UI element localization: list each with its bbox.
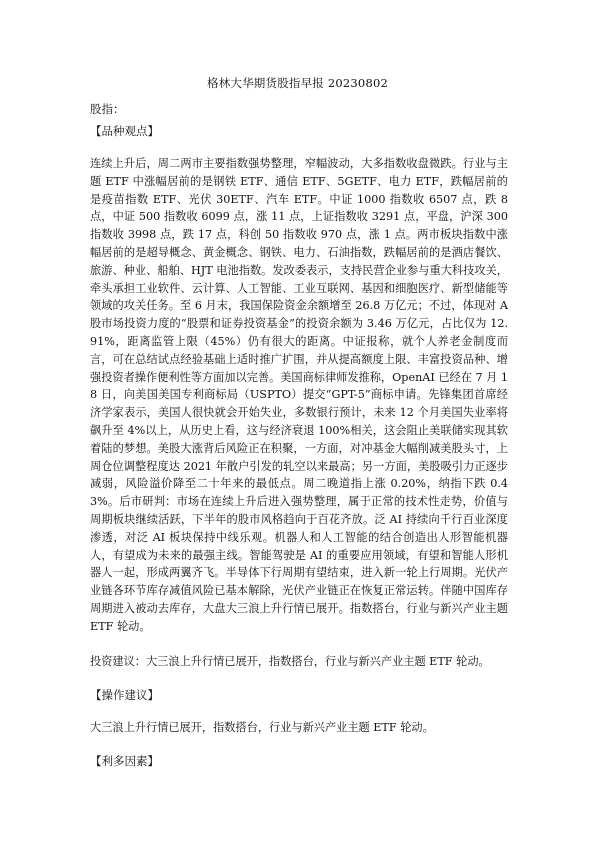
- operation-text: 大三浪上升行情已展开，指数搭台，行业与新兴产业主题 ETF 轮动。: [90, 721, 434, 734]
- heading-operation: 【操作建议】: [90, 688, 159, 702]
- heading-bullish-factors: 【利多因素】: [90, 754, 159, 768]
- heading-varieties: 【品种观点】: [90, 124, 159, 138]
- report-title: 格林大华期货股指早报 20230802: [207, 76, 388, 90]
- investment-advice: 投资建议：大三浪上升行情已展开，指数搭台，行业与新兴产业主题 ETF 轮动。: [90, 655, 490, 668]
- main-paragraph: 连续上升后，周二两市主要指数强势整理，窄幅波动，大多指数收盘微跌。行业与主题 ETF 中涨幅居前的是钢铁 ETF、通信 ETF、5GETF、电力 ETF，跌幅居前的是疫苗指数 ETF、光伏 30ETF、汽车 ETF。中证 1000 指数收 6507 点，跌 8 点，中证 500 指数收 6099 点，涨 11 点，上证指数收 3291 点，平盘，沪深 300 指数收 3998 点，跌 17 点，科创 50 指数收 970 点，涨 1 点。两市板块指数中涨幅居前的是超导概念、黄金概念、钢铁、电力、石油指数，跌幅居前的是酒店餐饮、旅游、种业、船舶、HJT 电池指数。发改委表示，支持民营企业参与重大科技攻关，牵头承担工业软件、云计算、人工智能、工业互联网、基因和细胞医疗、新型储能等领域的攻关任务。至 6 月末，我国保险资金余额增至 26.8 万亿元；不过，体现对 A 股市场投资力度的“股票和证券投资基金”的投资余额为 3.46 万亿元，占比仅为 12.91%，距离监管上限（45%）仍有很大的距离。中证报称，就个人养老金制度而言，可在总结试点经验基础上适时推广扩围，并从提高额度上限、丰富投资品种、增强投资者操作便利性等方面加以完善。美国商标律师发推称，OpenAI 已经在 7 月 18 日，向美国美国专利商标局（USPTO）提交“GPT-5”商标申请。先锋集团首席经济学家表示，美国人很快就会开始失业，多数银行预计，未来 12 个月美国失业率将飙升至 4%以上，从历史上看，这与经济衰退 100%相关，这会阻止美联储实现其软着陆的梦想。美股大涨背后风险正在积聚，一方面，对冲基金大幅削减美股头寸，上周仓位调整程度达 2021 年散户引发的轧空以来最高；另一方面，美股吸引力正逐步减弱，风险溢价降至二十年来的最低点。周二晚道指上涨 0.20%，纳指下跌 0.43%。后市研判：市场在连续上升后进入强势整理，属于正常的技术性走势，价值与周期板块继续活跃，下半年的股市风格趋向于百花齐放。泛 AI 持续向千行百业深度渗透，对泛 AI 板块保持中线乐观。机器人和人工智能的结合创造出人形智能机器人，有望成为未来的最强主线。智能驾驶是 AI 的重要应用领域，有望和智能人形机器人一起，形成两翼齐飞。半导体下行周期有望结束，进入新一轮上行周期。光伏产业链各环节库存减值风险已基本解除，光伏产业链正在恢复正常运转。伴随中国库存周期进入被动去库存，大盘大三浪上升行情已展开。指数搭台，行业与新兴产业主题 ETF 轮动。: [90, 157, 508, 633]
- section-stock-index-label: 股指：: [90, 102, 125, 116]
